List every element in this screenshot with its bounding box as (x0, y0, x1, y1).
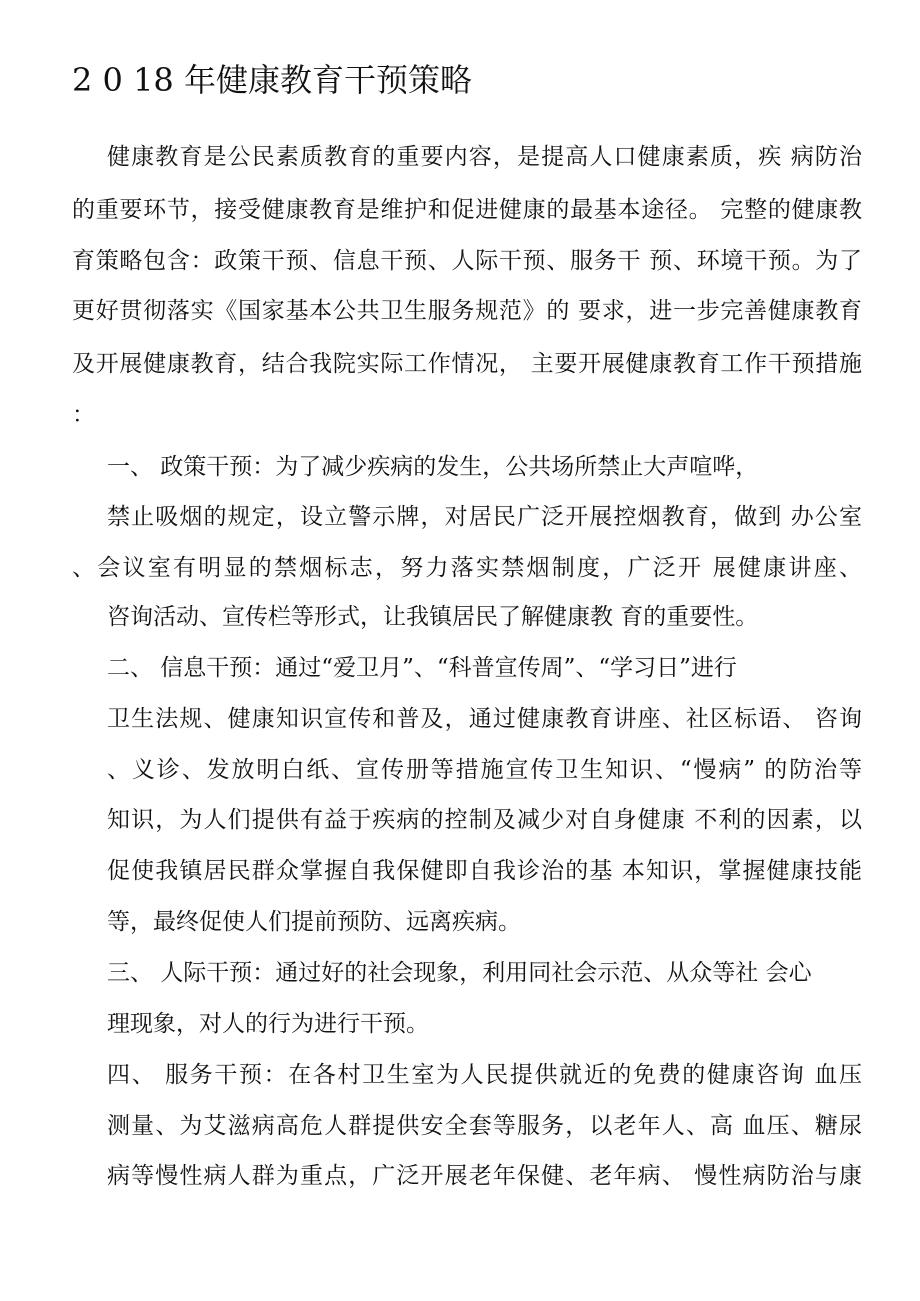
paragraph-line: 更好贯彻落实《国家基本公共卫生服务规范》的 要求，进一步完善健康教育 (72, 298, 862, 324)
section-heading-information: 二、 信息干预：通过“爱卫月”、“科普宣传周”、“学习日”进行 (107, 655, 737, 681)
paragraph-line: 等，最终促使人们提前预防、远离疾病。 (107, 909, 521, 935)
paragraph-line: ： (72, 402, 95, 428)
paragraph-line: 卫生法规、健康知识宣传和普及，通过健康教育讲座、社区标语、 咨询 (107, 706, 862, 732)
paragraph-line: 及开展健康教育，结合我院实际工作情况， 主要开展健康教育工作干预措施 (72, 351, 862, 377)
paragraph-line: 育策略包含：政策干预、信息干预、人际干预、服务干 预、环境干预。为了 (72, 248, 862, 274)
paragraph-line: 、义诊、发放明白纸、宣传册等措施宣传卫生知识、“慢病” 的防治等 (107, 757, 862, 783)
paragraph-line: 健康教育是公民素质教育的重要内容，是提高人口健康素质，疾 病防治 (107, 144, 862, 170)
document-title: 2 0 18 年健康教育干预策略 (72, 61, 472, 99)
paragraph-line: 咨询活动、宣传栏等形式，让我镇居民了解健康教 育的重要性。 (107, 604, 759, 630)
paragraph-line: 促使我镇居民群众掌握自我保健即自我诊治的基 本知识，掌握健康技能 (107, 858, 862, 884)
paragraph-line: 、会议室有明显的禁烟标志，努力落实禁烟制度，广泛开 展健康讲座、 (72, 555, 862, 581)
section-heading-service: 四、 服务干预：在各村卫生室为人民提供就近的免费的健康咨询 血压 (107, 1062, 862, 1088)
paragraph-line: 的重要环节，接受健康教育是维护和促进健康的最基本途径。 完整的健康教 (72, 197, 862, 223)
paragraph-line: 知识，为人们提供有益于疾病的控制及减少对自身健康 不利的因素，以 (107, 807, 862, 833)
paragraph-line: 测量、为艾滋病高危人群提供安全套等服务，以老年人、高 血压、糖尿 (107, 1113, 862, 1139)
paragraph-line: 理现象，对人的行为进行干预。 (107, 1011, 429, 1037)
paragraph-line: 禁止吸烟的规定，设立警示牌，对居民广泛开展控烟教育，做到 办公室 (107, 504, 862, 530)
section-heading-policy: 一、 政策干预：为了减少疾病的发生，公共场所禁止大声喧哗， (107, 454, 759, 480)
section-heading-interpersonal: 三、 人际干预：通过好的社会现象，利用同社会示范、从众等社 会心 (107, 960, 812, 986)
paragraph-line: 病等慢性病人群为重点，广泛开展老年保健、老年病、 慢性病防治与康 (107, 1163, 862, 1189)
